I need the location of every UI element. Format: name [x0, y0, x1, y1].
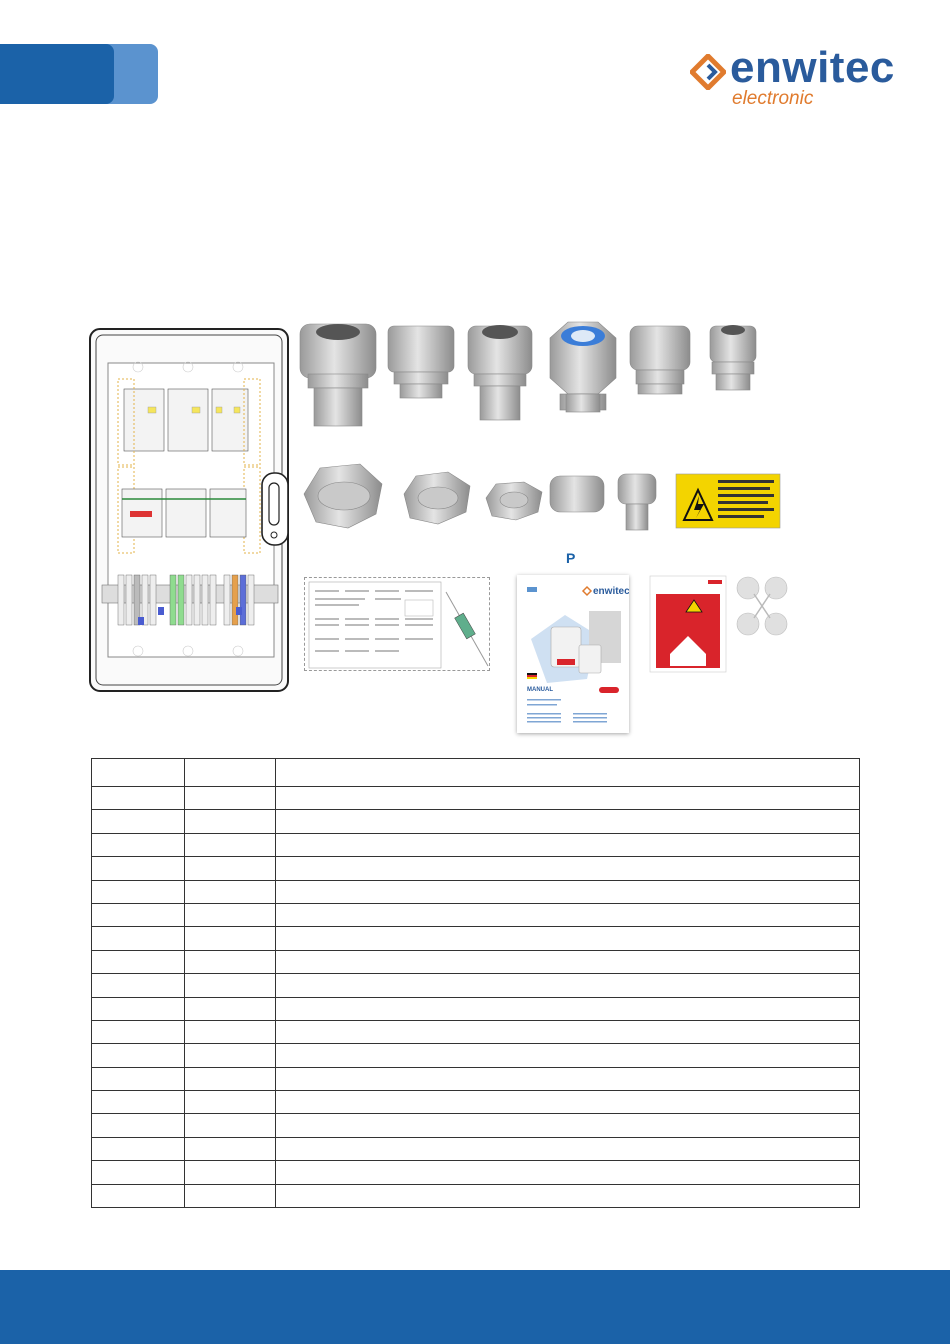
table-cell — [185, 787, 276, 810]
table-row — [92, 857, 860, 880]
table-cell — [92, 880, 185, 903]
table-cell — [185, 1137, 276, 1160]
table-cell — [92, 1091, 185, 1114]
table-row — [92, 787, 860, 810]
table-cell — [276, 810, 860, 833]
table-cell — [276, 880, 860, 903]
manual-brand-word: enwitec — [593, 586, 629, 597]
table-cell — [92, 1020, 185, 1043]
table-cell — [92, 1067, 185, 1090]
table-cell — [185, 1020, 276, 1043]
table-row — [92, 1114, 860, 1137]
table-cell — [276, 787, 860, 810]
table-cell — [185, 857, 276, 880]
table-row — [92, 1184, 860, 1207]
table-cell — [185, 997, 276, 1020]
table-row — [92, 1020, 860, 1043]
table-cell — [276, 927, 860, 950]
table-cell — [92, 1161, 185, 1184]
table-cell — [276, 759, 860, 787]
table-cell — [276, 833, 860, 856]
table-cell — [185, 927, 276, 950]
table-row — [92, 880, 860, 903]
table-cell — [92, 810, 185, 833]
table-cell — [92, 1137, 185, 1160]
header-tab — [0, 44, 158, 104]
table-cell — [185, 880, 276, 903]
table-cell — [185, 759, 276, 787]
table-cell — [92, 927, 185, 950]
distribution-cabinet-image — [88, 327, 292, 693]
footer-bar — [0, 1270, 950, 1344]
table-cell — [92, 950, 185, 973]
table-cell — [276, 997, 860, 1020]
table-cell — [276, 1020, 860, 1043]
table-cell — [185, 974, 276, 997]
table-row — [92, 1044, 860, 1067]
table-cell — [92, 833, 185, 856]
table-row — [92, 1091, 860, 1114]
table-cell — [276, 1044, 860, 1067]
table-cell — [276, 974, 860, 997]
table-row — [92, 1137, 860, 1160]
table-row — [92, 1067, 860, 1090]
table-cell — [185, 1114, 276, 1137]
high-voltage-warning-label-icon — [676, 474, 780, 528]
table-cell — [276, 1184, 860, 1207]
warning-flyer-icon — [650, 576, 726, 672]
manual-title: MANUAL — [527, 687, 553, 693]
table-cell — [92, 759, 185, 787]
document-pages-icon — [305, 578, 491, 672]
table-row — [92, 833, 860, 856]
table-cell — [276, 1091, 860, 1114]
table-cell — [276, 857, 860, 880]
table-row — [92, 810, 860, 833]
documentation-sheet — [304, 577, 490, 671]
manual-cover — [517, 575, 629, 733]
table-cell — [276, 903, 860, 926]
table-row — [92, 927, 860, 950]
table-cell — [185, 1044, 276, 1067]
table-cell — [92, 997, 185, 1020]
table-cell — [185, 1161, 276, 1184]
table-row — [92, 974, 860, 997]
manual-letter: P — [566, 550, 576, 566]
manual-cover-icon — [517, 575, 629, 733]
table-cell — [185, 1067, 276, 1090]
table-cell — [185, 1091, 276, 1114]
table-cell — [92, 1184, 185, 1207]
table-cell — [276, 1137, 860, 1160]
logo-subline: electronic — [732, 88, 814, 109]
header-tab-dark — [0, 44, 114, 104]
table-cell — [92, 787, 185, 810]
table-cell — [185, 833, 276, 856]
enwitec-logo — [690, 44, 910, 114]
table-row — [92, 997, 860, 1020]
table-cell — [185, 950, 276, 973]
logo-wordmark: enwitec — [730, 43, 895, 92]
table-row — [92, 759, 860, 787]
table-row — [92, 1161, 860, 1184]
table-cell — [92, 974, 185, 997]
table-cell — [185, 1184, 276, 1207]
table-cell — [276, 1161, 860, 1184]
parts-table — [91, 758, 860, 1208]
table-cell — [92, 903, 185, 926]
logo-diamond-icon — [690, 54, 726, 90]
table-cell — [92, 1114, 185, 1137]
table-cell — [276, 1067, 860, 1090]
table-cell — [276, 1114, 860, 1137]
table-cell — [185, 810, 276, 833]
table-cell — [92, 857, 185, 880]
table-cell — [276, 950, 860, 973]
table-row — [92, 950, 860, 973]
table-cell — [185, 903, 276, 926]
table-cell — [92, 1044, 185, 1067]
table-row — [92, 903, 860, 926]
